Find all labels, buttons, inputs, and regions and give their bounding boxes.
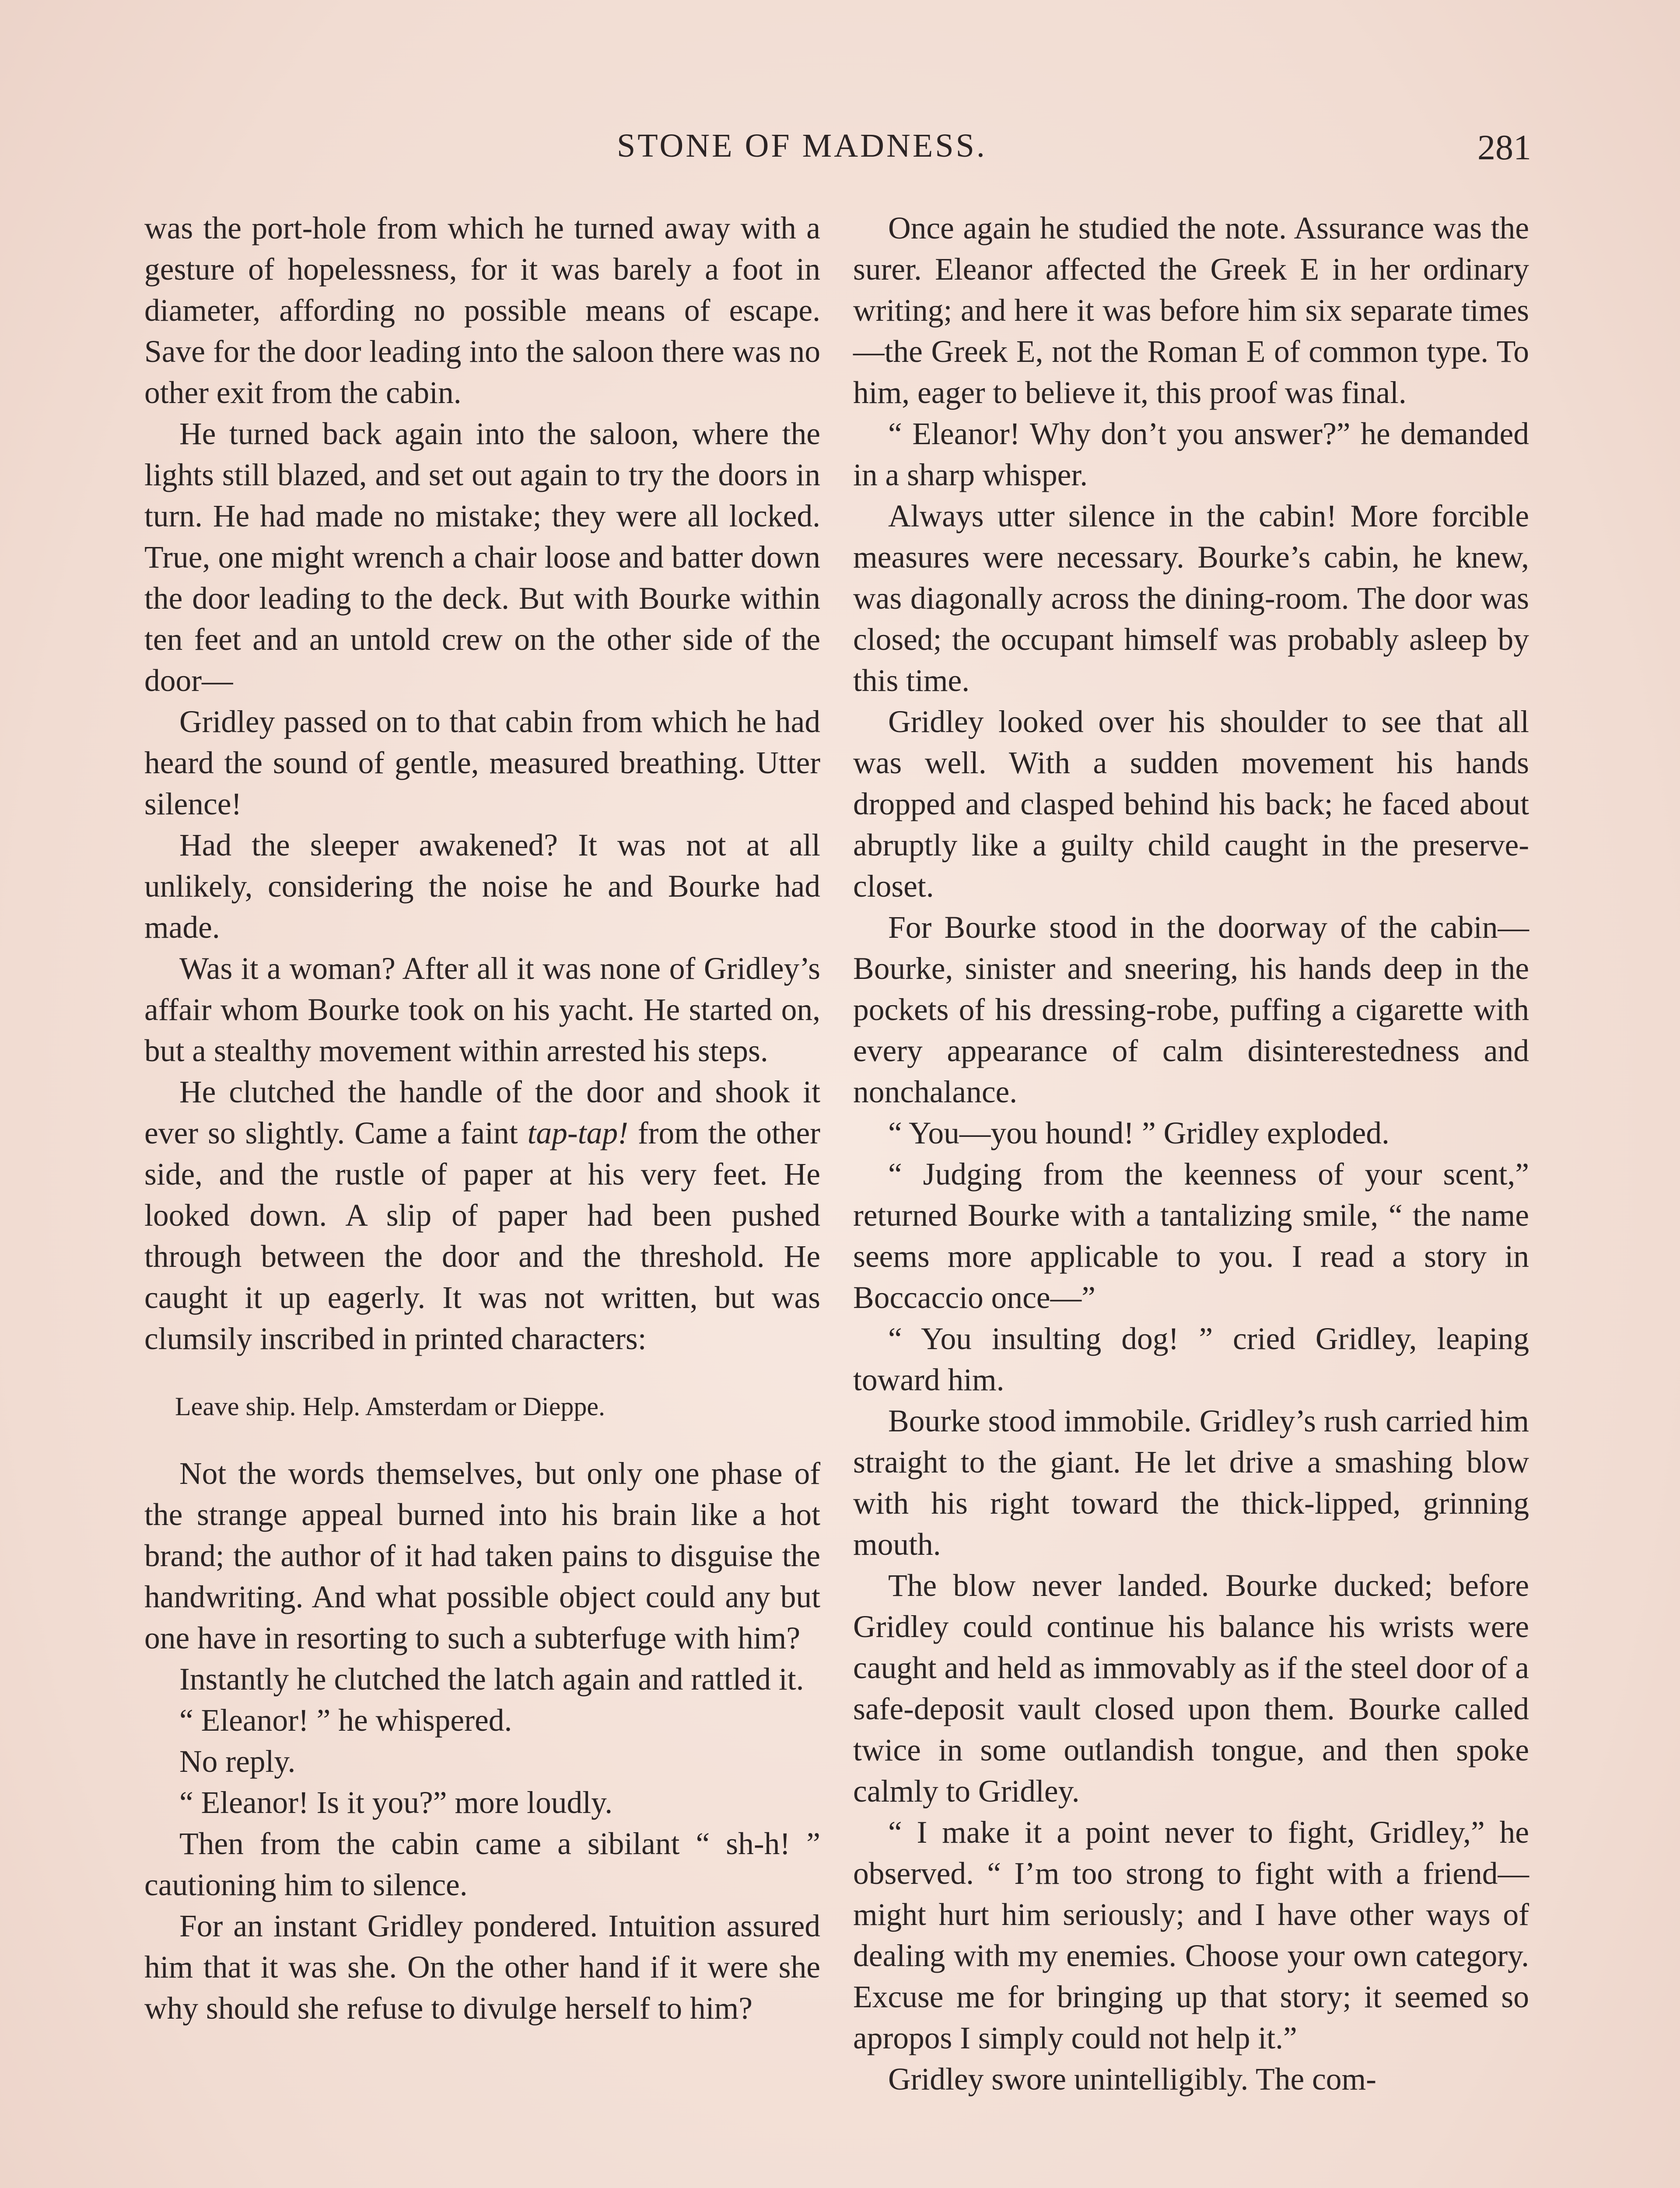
paragraph: Gridley swore unintelligibly. The com- [888,2062,1376,2097]
paragraph: “ You insulting dog! ” cried Gridley, leaping toward him. [853,1322,1529,1397]
paragraph: Once again he studied the note. Assurance was the surer. Eleanor affected the Greek E in her ordinary writing; and here it was before him six separate times—the Greek E, not the Roman E of common type. To him, eager to believe it, this proof was final. [853,211,1529,410]
paragraph: Gridley passed on to that cabin from which he had heard the sound of gentle, measured breathing. Utter silence! [144,705,820,821]
running-title: STONE OF MADNESS. [617,127,987,164]
paragraph: Instantly he clutched the latch again and rattled it. [179,1662,804,1697]
italic-text: tap-tap! [527,1116,628,1150]
paragraph: Bourke stood immobile. Gridley’s rush carried him straight to the giant. He let drive a smashing blow with his right toward the thick-lipped, grinning mouth. [853,1404,1529,1562]
paragraph: No reply. [179,1744,296,1779]
paragraph [144,1072,820,1360]
paragraph: Was it a woman? After all it was none of Gridley’s affair whom Bourke took on his yacht. He started on, but a stealthy movement within arrested his steps. [144,951,820,1068]
paragraph: “ I make it a point never to fight, Gridley,” he observed. “ I’m too strong to fight with a friend—might hurt him seriously; and I have other ways of dealing with my enemies. Choose your own category. Excuse me for bringing up that story; it seemed so apropos I simply could not help it.” [853,1815,1529,2055]
note-text: Leave ship. Help. Amsterdam or Dieppe. [175,1392,606,1421]
right-column [853,208,1529,2100]
paragraph: was the port-hole from which he turned away with a gesture of hopelessness, for it was barely a foot in diameter, affording no possible means of escape. Save for the door leading into the saloon there was no other exit from the cabin. [144,211,820,410]
paragraph: Then from the cabin came a sibilant “ sh-h! ” cautioning him to silence. [144,1827,820,1902]
paragraph: “ You—you hound! ” Gridley exploded. [888,1116,1390,1150]
paragraph: Had the sleeper awakened? It was not at all unlikely, considering the noise he and Bourke had made. [144,828,820,945]
paragraph: He turned back again into the saloon, where the lights still blazed, and set out again to try the doors in turn. He had made no mistake; they were all locked. True, one might wrench a chair loose and batter down the door leading to the deck. But with Bourke within ten feet and an untold crew on the other side of the door— [144,417,820,698]
paragraph: The blow never landed. Bourke ducked; before Gridley could continue his balance his wrists were caught and held as immovably as if the steel door of a safe-deposit vault closed upon them. Bourke called twice in some outlandish tongue, and then spoke calmly to Gridley. [853,1568,1529,1809]
paragraph: “ Judging from the keenness of your scent,” returned Bourke with a tantalizing smile, “ the name seems more applicable to you. I read a story in Boccaccio once—” [853,1157,1529,1315]
paragraph: Always utter silence in the cabin! More forcible measures were necessary. Bourke’s cabin, he knew, was diagonally across the dining-room. The door was closed; the occupant himself was probably asleep by this time. [853,499,1529,698]
paragraph-text: from the other side, and the rustle of paper at his very feet. He looked down. A slip of paper had been pushed through between the door and the threshold. He caught it up eagerly. It was not written, but was clumsily inscribed in printed characters: [144,1116,820,1356]
page-header [144,127,1531,175]
left-column [144,208,820,2029]
page-number: 281 [1477,127,1531,167]
paragraph: Gridley looked over his shoulder to see that all was well. With a sudden movement his hands dropped and clasped behind his back; he faced about abruptly like a guilty child caught in the preserve-closet. [853,705,1529,904]
paragraph: “ Eleanor! ” he whispered. [179,1703,512,1738]
paragraph: “ Eleanor! Why don’t you answer?” he demanded in a sharp whisper. [853,417,1529,492]
paragraph: Not the words themselves, but only one phase of the strange appeal burned into his brain like a hot brand; the author of it had taken pains to disguise the handwriting. And what possible object could any but one have in resorting to such a subterfuge with him? [144,1456,820,1655]
paragraph: For an instant Gridley pondered. Intuition assured him that it was she. On the other hand if it were she why should she refuse to divulge herself to him? [144,1909,820,2026]
paragraph-text: He clutched the handle of the door and shook it ever so slightly. Came a faint [144,1075,820,1150]
paragraph: For Bourke stood in the doorway of the cabin—Bourke, sinister and sneering, his hands deep in the pockets of his dressing-robe, puffing a cigarette with every appearance of calm disinterestedness and nonchalance. [853,910,1529,1109]
paragraph: “ Eleanor! Is it you?” more loudly. [179,1785,613,1820]
